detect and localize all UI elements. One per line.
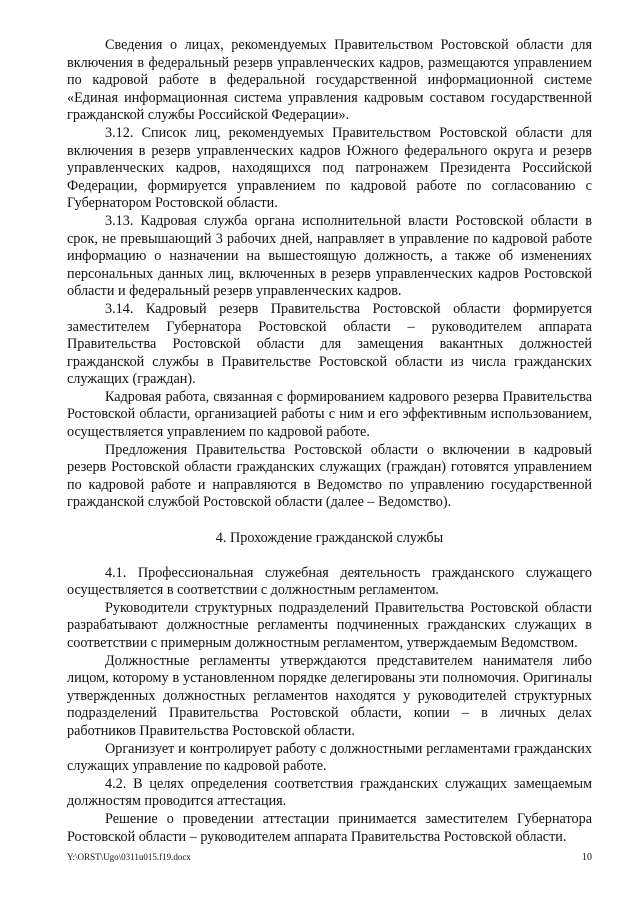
paragraph-3-14: 3.14. Кадровый резерв Правительства Ростовской области формируется заместителем Губернатора Ростовской области – руководителем аппарата Правительства Ростовской области для замещения вакантных должностей гражданской службы в Правительстве Ростовской области из числа гражданских служащих (граждан). — [67, 300, 592, 388]
paragraph-regulations-control: Организует и контролирует работу с должностными регламентами гражданских служащих управление по кадровой работе. — [67, 740, 592, 775]
paragraph-3-12: 3.12. Список лиц, рекомендуемых Правительством Ростовской области для включения в резерв управленческих кадров Южного федерального округа и резерв управленческих кадров, находящихся под патронажем Президента Российской Федерации, формируется управлением по кадровой работе по согласованию с Губернатором Ростовской области. — [67, 124, 592, 212]
paragraph-3-13: 3.13. Кадровая служба органа исполнительной власти Ростовской области в срок, не превышающий 3 рабочих дней, направляет в управление по кадровой работе информацию о назначении на вышестоящую должность, а также об изменениях персональных данных лиц, включенных в резерв управленческих кадров Ростовской области и федеральный резерв управленческих кадров. — [67, 212, 592, 300]
paragraph-4-2: 4.2. В целях определения соответствия гражданских служащих замещаемым должностям проводится аттестация. — [67, 775, 592, 810]
footer-file-path: Y:\ORST\Ugo\0311u015.f19.docx — [67, 852, 191, 862]
paragraph-4-1: 4.1. Профессиональная служебная деятельность гражданского служащего осуществляется в соответствии с должностным регламентом. — [67, 564, 592, 599]
section-heading: 4. Прохождение гражданской службы — [215, 530, 444, 547]
document-page — [67, 37, 592, 846]
paragraph-federal-reserve-info: Сведения о лицах, рекомендуемых Правительством Ростовской области для включения в федеральный резерв управленческих кадров, размещаются управлением по кадровой работе в федеральной государственной информационной системе «Единая информационная система управления кадровым составом государственной гражданской службы Российской Федерации». — [67, 37, 592, 124]
paragraph-attestation-decision: Решение о проведении аттестации принимается заместителем Губернатора Ростовской области – руководителем аппарата Правительства Ростовской области. — [67, 810, 592, 845]
page-number: 10 — [582, 852, 592, 863]
paragraph-reserve-work: Кадровая работа, связанная с формированием кадрового резерва Правительства Ростовской области, организацией работы с ним и его эффективным использованием, осуществляется управлением по кадровой работе. — [67, 388, 592, 441]
paragraph-regulations-approval: Должностные регламенты утверждаются представителем нанимателя либо лицом, которому в установленном порядке делегированы эти полномочия. Оригиналы утвержденных должностных регламентов находятся у руководителей структурных подразделений Правительства Ростовской области, копии – в личных делах работников Правительства Ростовской области. — [67, 652, 592, 739]
paragraph-reserve-proposals: Предложения Правительства Ростовской области о включении в кадровый резерв Ростовской области гражданских служащих (граждан) готовятся управлением по кадровой работе и направляются в Ведомство по управлению государственной гражданской службой Ростовской области (далее – Ведомство). — [67, 441, 592, 511]
paragraph-regulations-development: Руководители структурных подразделений Правительства Ростовской области разрабатывают должностные регламенты подчиненных гражданских служащих в соответствии с примерным должностным регламентом, утверждаемым Ведомством. — [67, 599, 592, 651]
